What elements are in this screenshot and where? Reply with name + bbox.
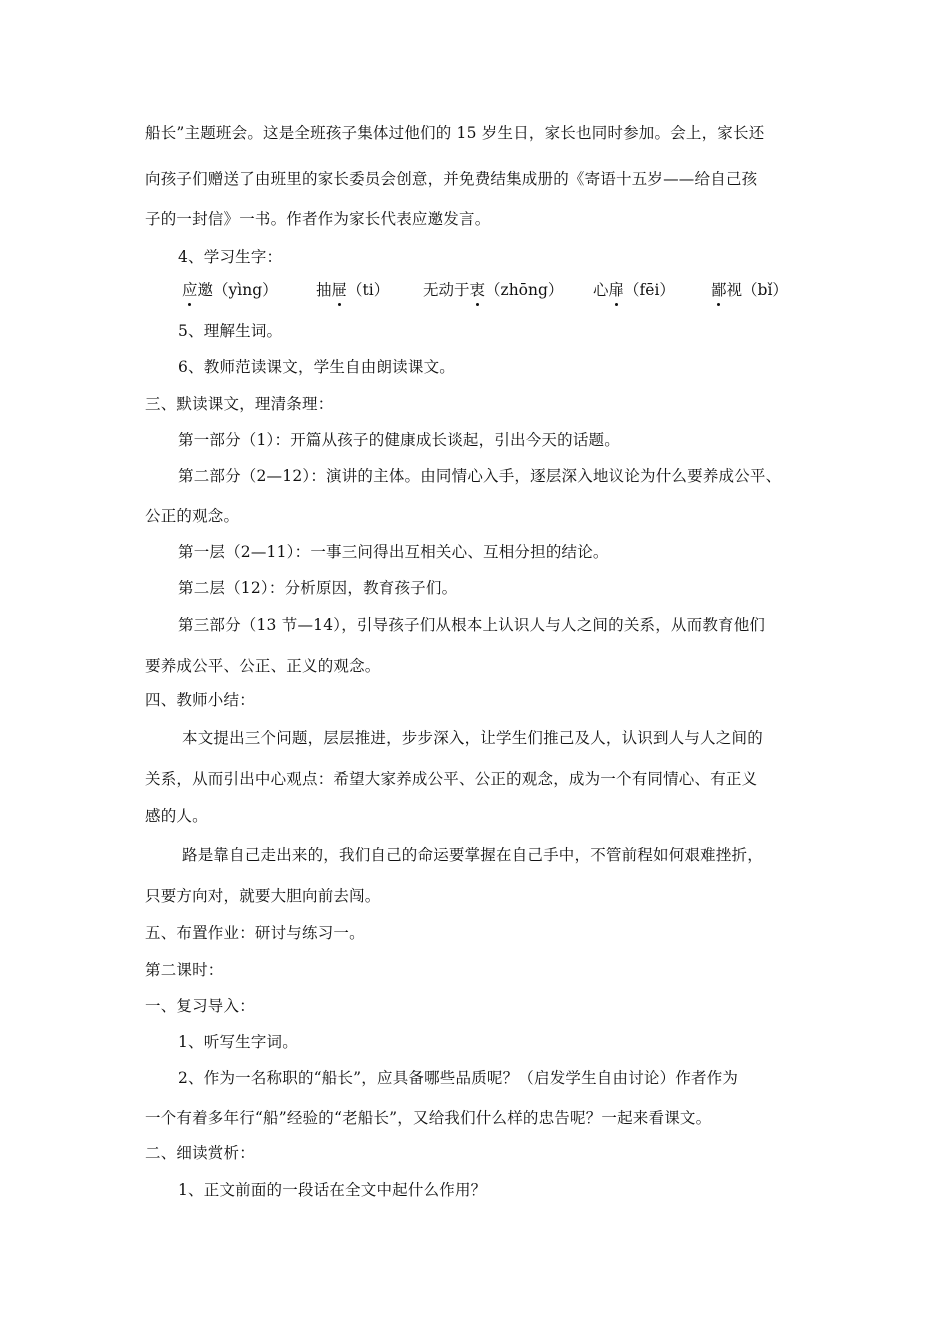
emphasis-dot-char: 衷 — [469, 281, 486, 299]
paragraph-line: 第一层（2—11）：一事三问得出互相关心、互相分担的结论。 — [178, 543, 609, 561]
paragraph-line: 关系，从而引出中心观点：希望大家养成公平、公正的观念，成为一个有同情心、有正义 — [145, 770, 758, 788]
section-heading: 一、复习导入： — [145, 997, 255, 1015]
paragraph-line: 第三部分（13 节—14），引导孩子们从根本上认识人与人之间的关系，从而教育他们 — [178, 616, 766, 634]
paragraph-line: 公正的观念。 — [145, 507, 240, 525]
list-item-heading: 4、学习生字： — [178, 248, 283, 266]
emphasis-dot-char: 鄙 — [711, 281, 727, 299]
paragraph-line: 第一部分（1）：开篇从孩子的健康成长谈起，引出今天的话题。 — [178, 431, 620, 449]
paragraph-line: 子的一封信》一书。作者作为家长代表应邀发言。 — [145, 210, 491, 228]
paragraph-line: 一个有着多年行“船”经验的“老船长”，又给我们什么样的忠告呢？一起来看课文。 — [145, 1109, 712, 1127]
list-item-heading: 1、听写生字词。 — [178, 1033, 298, 1051]
paragraph-line: 只要方向对，就要大胆向前去闯。 — [145, 887, 381, 905]
vocab-word-xinfei: 心扉（fēi） — [593, 281, 675, 299]
vocab-word-bishi: 鄙视（bǐ） — [711, 281, 788, 299]
paragraph-line: 路是靠自己走出来的，我们自己的命运要掌握在自己手中，不管前程如何艰难挫折， — [182, 846, 763, 864]
emphasis-dot-char: 应 — [182, 281, 198, 299]
paragraph-line: 感的人。 — [145, 807, 208, 825]
paragraph-line: 2、作为一名称职的“船长”，应具备哪些品质呢？（启发学生自由讨论）作者作为 — [178, 1069, 739, 1087]
paragraph-line: 本文提出三个问题，层层推进，步步深入，让学生们推己及人，认识到人与人之间的 — [182, 729, 763, 747]
section-heading: 五、布置作业：研讨与练习一。 — [145, 924, 365, 942]
vocab-word-wudongyuzhong: 无动于衷（zhōng） — [423, 281, 564, 299]
paragraph-line: 第二层（12）：分析原因，教育孩子们。 — [178, 579, 458, 597]
list-item-heading: 5、理解生词。 — [178, 322, 283, 340]
section-heading: 四、教师小结： — [145, 691, 255, 709]
vocab-word-chouti: 抽屉（ti） — [316, 281, 390, 299]
emphasis-dot-char: 屉 — [331, 281, 348, 299]
paragraph-line: 船长”主题班会。这是全班孩子集体过他们的 15 岁生日，家长也同时参加。会上，家长还 — [145, 124, 765, 142]
vocab-list — [0, 280, 950, 310]
paragraph-line: 第二部分（2—12）：演讲的主体。由同情心入手，逐层深入地议论为什么要养成公平、 — [178, 467, 782, 485]
emphasis-dot-char: 扉 — [608, 281, 625, 299]
paragraph-line: 向孩子们赠送了由班里的家长委员会创意，并免费结集成册的《寄语十五岁——给自己孩 — [145, 170, 758, 188]
lesson-heading: 第二课时： — [145, 961, 224, 979]
list-item-heading: 1、正文前面的一段话在全文中起什么作用？ — [178, 1181, 487, 1199]
section-heading: 二、细读赏析： — [145, 1144, 255, 1162]
paragraph-line: 要养成公平、公正、正义的观念。 — [145, 657, 381, 675]
list-item-heading: 6、教师范读课文，学生自由朗读课文。 — [178, 358, 455, 376]
vocab-word-yingyao: 应邀（yìng） — [182, 281, 278, 299]
section-heading: 三、默读课文，理清条理： — [145, 395, 334, 413]
